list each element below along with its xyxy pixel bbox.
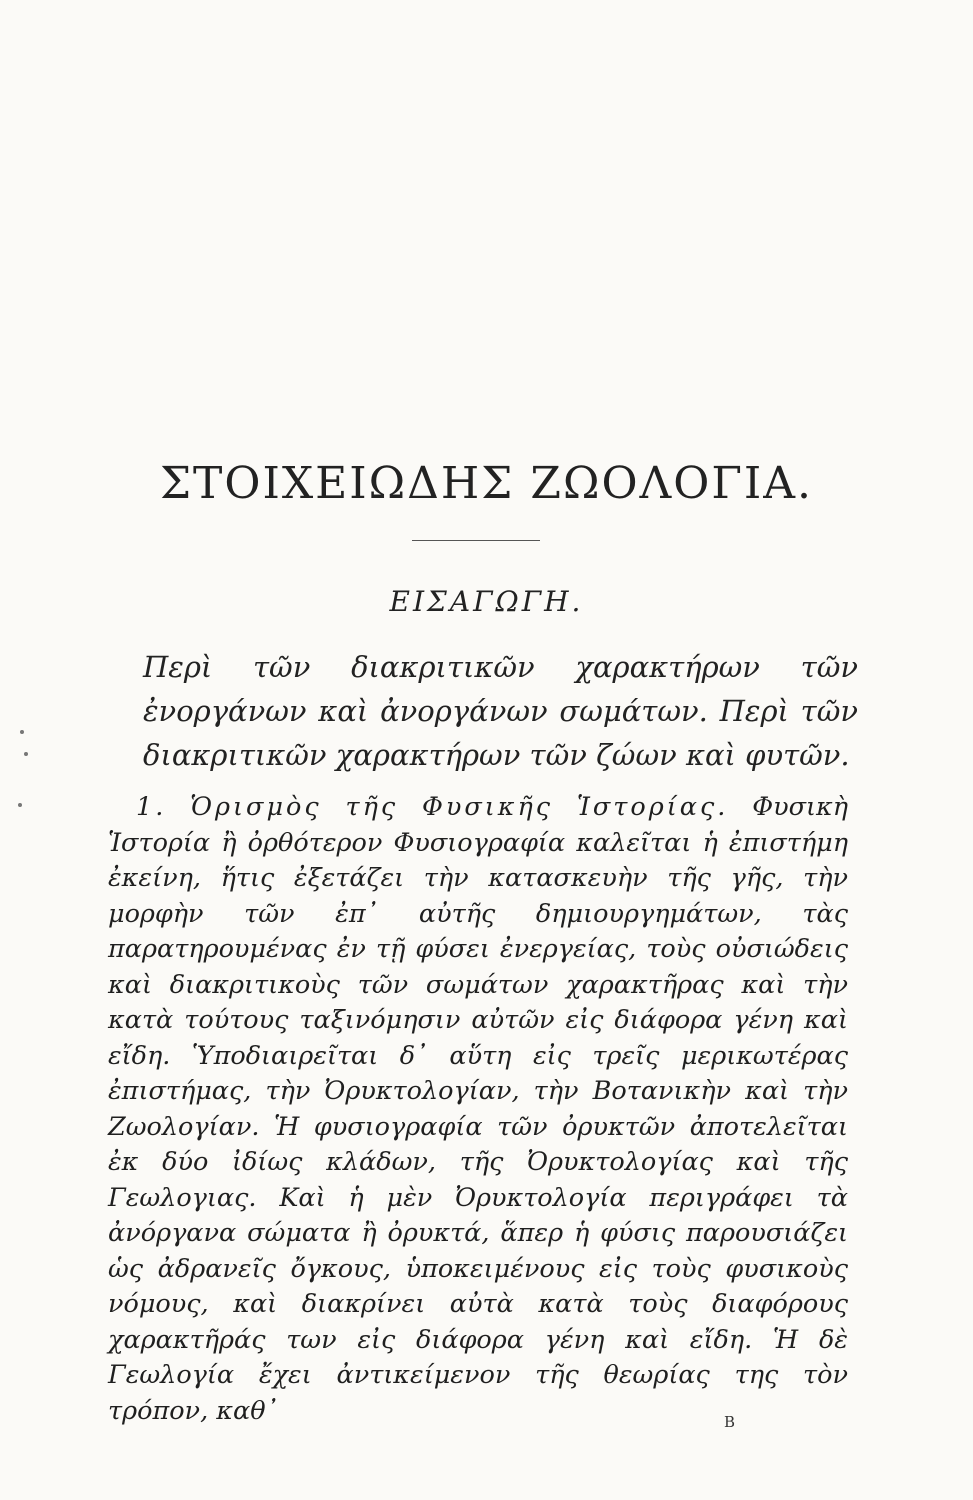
page-title: ΣΤΟΙΧΕΙΩΔΗΣ ΖΩΟΛΟΓΙΑ. bbox=[159, 458, 814, 509]
paragraph-heading: 1. Ὁρισμὸς τῆς Φυσικῆς Ἱστορίας. bbox=[136, 792, 753, 822]
paragraph-1 bbox=[108, 790, 848, 1429]
section-heading: ΕΙΣΑΓΩΓΗ. bbox=[389, 585, 584, 618]
paragraph-text: Φυσικὴ Ἱστορία ἢ ὀρθότερον Φυσιογραφία καλεῖται ἡ ἐπιστήμη ἐκείνη, ἥτις ἐξετάζει τὴν κατασκευὴν τῆς γῆς, τὴν μορφὴν τῶν ἐπ᾽ αὐτῆς δημιουργημάτων, τὰς παρατηρουμένας ἐν τῇ φύσει ἐνεργείας, τοὺς οὐσιώδεις καὶ διακριτικοὺς τῶν σωμάτων χαρακτῆρας καὶ τὴν κατὰ τούτους ταξινόμησιν αὐτῶν εἰς διάφορα γένη καὶ εἴδη. Ὑποδιαιρεῖται δ᾽ αὕτη εἰς τρεῖς μερικωτέρας ἐπιστήμας, τὴν Ὀρυκτολογίαν, τὴν Βοτανικὴν καὶ τὴν Ζωολογίαν. Ἡ φυσιογραφία τῶν ὀρυκτῶν ἀποτελεῖται ἐκ δύο ἰδίως κλάδων, τῆς Ὀρυκτολογίας καὶ τῆς Γεωλογιας. Καὶ ἡ μὲν Ὀρυκτολογία περιγράφει τὰ ἀνόργανα σώματα ἢ ὀρυκτά, ἅπερ ἡ φύσις παρουσιάζει ὡς ἀδρανεῖς ὄγκους, ὑποκειμένους εἰς τοὺς φυσικοὺς νόμους, καὶ διακρίνει αὐτὰ κατὰ τοὺς διαφόρους χαρακτῆράς των εἰς διάφορα γένη καὶ εἴδη. Ἡ δὲ Γεωλογία ἔχει ἀντικείμενον τῆς θεωρίας της τὸν τρόπον, καθ᾽ bbox=[108, 792, 848, 1426]
title-divider bbox=[412, 540, 540, 541]
signature-mark: B bbox=[724, 1413, 736, 1431]
section-summary: Περὶ τῶν διακριτικῶν χαρακτήρων τῶν ἐνοργάνων καὶ ἀνοργάνων σωμάτων. Περὶ τῶν διακριτικῶν χαρακτήρων τῶν ζώων καὶ φυτῶν. bbox=[143, 650, 858, 772]
